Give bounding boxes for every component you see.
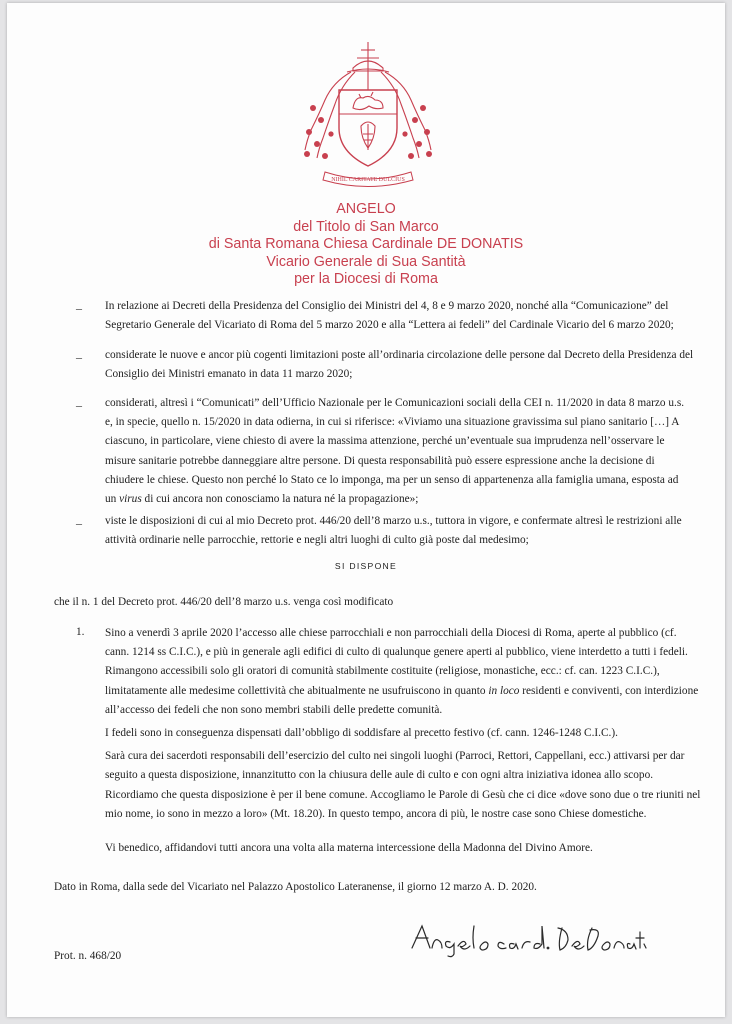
preamble-paragraph-3: considerati, altresì i “Comunicati” dell’Ufficio Nazionale per le Comunicazioni sociali della CEI n. 11/2020 in data 8 marzo u.s. e, in specie, quello n. 15/2020 in data odierna, in cui si riferisce: «Viviamo una situazione gravissima sul piano sanitario […] A ciascuno, in particolare, viene chiesto di avere la massima attenzione, perché un’eventuale sua imprudenza nell’osservare le misure sanitarie potrebbe danneggiare altre persone. Di questa responsabilità può essere espressione anche la decisione di chiudere le chiese. Questo non perché lo Stato ce lo imponga, ma per un senso di appartenenza alla famiglia umana, esposta ad un virus di cui ancora non conosciamo la natura né la propagazione»; xyxy=(105,397,685,506)
decree-intro: che il n. 1 del Decreto prot. 446/20 dell’8 marzo u.s. venga così modificato xyxy=(54,596,394,608)
preamble-paragraph-2: considerate le nuove e ancor più cogenti limitazioni poste all’ordinaria circolazione delle persone dal Decreto della Presidenza del Consiglio dei Ministri emanato in data 11 marzo 2020; xyxy=(105,349,694,381)
cardinal-name: ANGELO xyxy=(336,201,396,217)
protocol-number: Prot. n. 468/20 xyxy=(54,950,122,962)
si-dispone-heading: SI DISPONE xyxy=(334,561,398,571)
bullet-3: – xyxy=(76,398,82,412)
provision-1: Sino a venerdì 3 aprile 2020 l’accesso alle chiese parrocchiali e non parrocchiali della Diocesi di Roma, aperte al pubblico (cf. cann. 1214 ss C.I.C.), e più in generale agli edifici di culto di qualunque genere aperti al pubblico, viene interdetto a tutti i fedeli. Rimangono accessibili solo gli oratori di comunità stabilmente costituite (religiose, monastiche, ecc.: cf. can. 1223 C.I.C.), limitatamente alle medesime collettività che abitualmente ne usufruiscono in quanto in loco residenti e conviventi, con interdizione all’accesso dei fedeli che non sono membri stabili delle predette comunità. I fedeli sono in conseguenza dispensati dall’obbligo di soddisfare al precetto festivo (cf. cann. 1246-1248 C.I.C.). Sarà cura dei sacerdoti responsabili dell’esercizio del culto nei singoli luoghi (Parroci, Rettori, Cappellani, ecc.) attivarsi per dar seguito a questa disposizione, innanzitutto con la chiusura delle aule di culto e con ogni altra iniziativa idonea allo scopo. Ricordiamo che questa disposizione è per il bene comune. Accogliamo le Parole di Gesù che ci dice «dove sono due o tre riuniti nel mio nome, io sono in mezzo a loro» (Mt. 18.20). In questo tempo, ancora di più, le nostre case sono Chiese domestiche. xyxy=(105,627,701,820)
letterhead-title xyxy=(0,201,732,289)
preamble-paragraph-4: viste le disposizioni di cui al mio Decreto prot. 446/20 dell’8 marzo u.s., tuttora in vigore, e confermate altresì le restrizioni alle attività ordinarie nelle parrocchie, rettorie e negli altri luoghi di culto già poste dal medesimo; xyxy=(105,515,682,547)
bullet-1: – xyxy=(76,301,82,315)
date-place-line: Dato in Roma, dalla sede del Vicariato nel Palazzo Apostolico Lateranense, il giorno 12 marzo A. D. 2020. xyxy=(54,881,537,893)
crest-motto: NIHIL CARITATE DULCIUS xyxy=(331,177,405,183)
closing-blessing: Vi benedico, affidandovi tutti ancora una volta alla materna intercessione della Madonna del Divino Amore. xyxy=(105,842,593,854)
cardinal-coat-of-arms xyxy=(299,38,437,188)
preamble-paragraph-1: In relazione ai Decreti della Presidenza del Consiglio dei Ministri del 4, 8 e 9 marzo 2020, nonché alla “Comunicazione” del Segretario Generale del Vicariato di Roma del 5 marzo 2020 e alla “Lettera ai fedeli” del Cardinale Vicario del 6 marzo 2020; xyxy=(105,300,674,332)
handwritten-signature xyxy=(408,918,648,958)
item-number: 1. xyxy=(76,626,85,638)
vicar-general-line: Vicario Generale di Sua Santità xyxy=(266,253,466,270)
bullet-2: – xyxy=(76,350,82,364)
titular-church-line: del Titolo di San Marco xyxy=(293,218,439,235)
bullet-4: – xyxy=(76,516,82,530)
diocese-line: per la Diocesi di Roma xyxy=(294,271,438,287)
cardinal-title-line: di Santa Romana Chiesa Cardinale DE DONATIS xyxy=(208,236,524,252)
